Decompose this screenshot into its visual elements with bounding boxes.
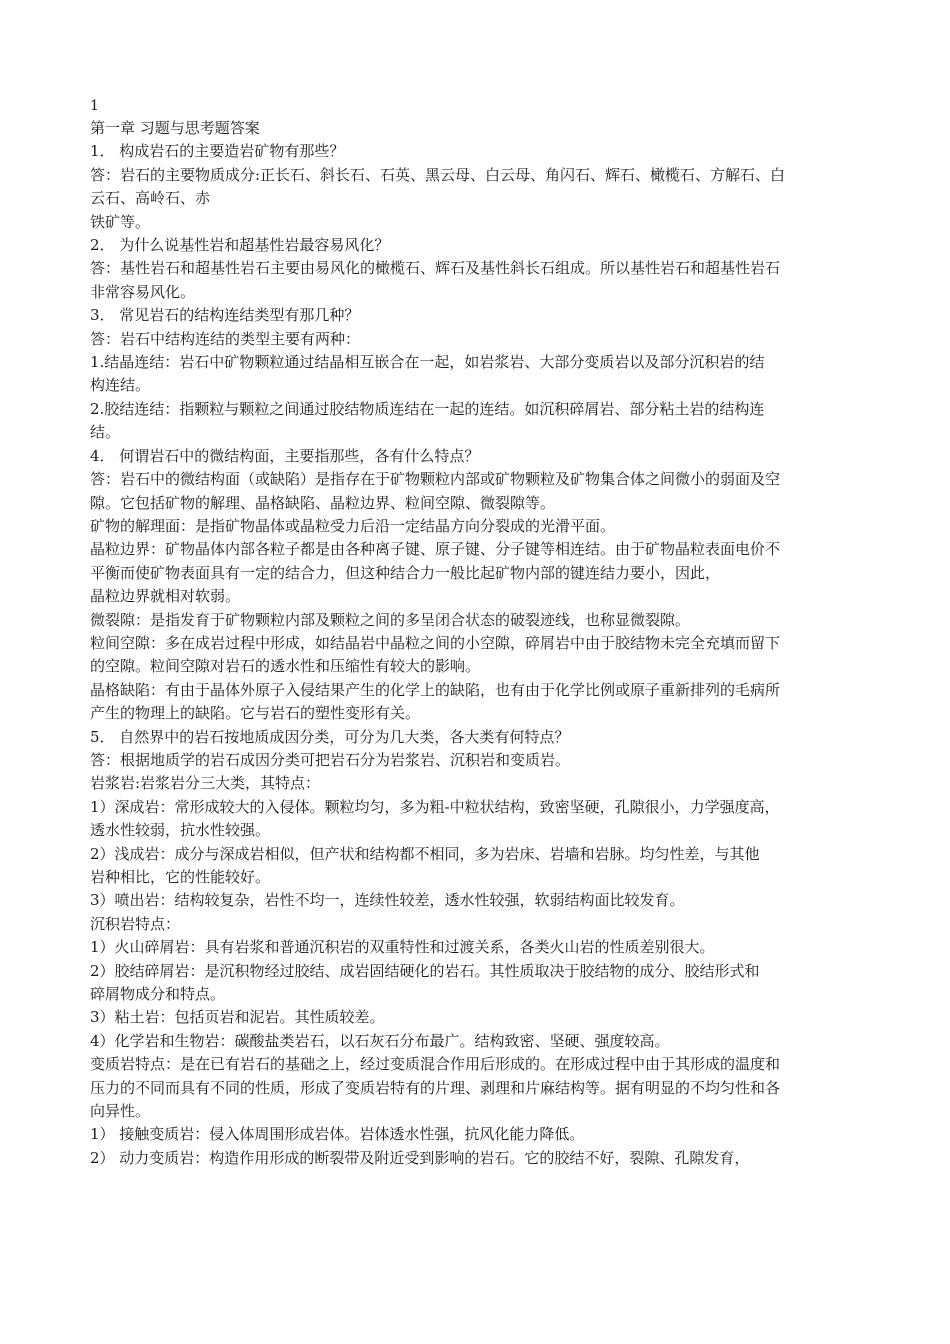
page-number: 1 — [90, 98, 99, 114]
text-line: 1）火山碎屑岩：具有岩浆和普通沉积岩的双重特性和过渡关系，各类火山岩的性质差别很大。 — [90, 938, 715, 957]
text-line: 第一章 习题与思考题答案 — [90, 119, 260, 137]
text-line: 2.胶结连结：指颗粒与颗粒之间通过胶结物质连结在一起的连结。如沉积碎屑岩、部分粘土岩的结构连 — [90, 399, 765, 418]
text-line: 晶粒边界：矿物晶体内部各粒子都是由各种离子键、原子键、分子键等相连结。由于矿物晶粒表面电价不 — [90, 540, 781, 559]
text-line: 答：根据地质学的岩石成因分类可把岩石分为岩浆岩、沉积岩和变质岩。 — [90, 750, 571, 769]
text-line: 变质岩特点：是在已有岩石的基础之上，经过变质混合作用后形成的。在形成过程中由于其形成的温度和 — [90, 1055, 781, 1074]
text-line: 岩浆岩:岩浆岩分三大类，其特点： — [90, 774, 321, 793]
text-line: 的空隙。粒间空隙对岩石的透水性和压缩性有较大的影响。 — [90, 657, 481, 676]
text-line: 2） 动力变质岩：构造作用形成的断裂带及附近受到影响的岩石。它的胶结不好，裂隙、孔隙发育， — [90, 1148, 750, 1167]
text-line: 答：岩石的主要物质成分:正长石、斜长石、石英、黑云母、白云母、角闪石、辉石、橄榄石、方解石、白 — [90, 165, 786, 184]
text-line: 晶粒边界就相对软弱。 — [90, 587, 241, 606]
text-line: 4）化学岩和生物岩：碳酸盐类岩石，以石灰石分布最广。结构致密、坚硬、强度较高。 — [90, 1031, 670, 1050]
text-line: 答：基性岩石和超基性岩石主要由易风化的橄榄石、辉石及基性斜长石组成。所以基性岩石和超基性岩石 — [90, 259, 781, 278]
text-line: 3． 常见岩石的结构连结类型有那几种？ — [90, 306, 360, 325]
text-line: 答：岩石中结构连结的类型主要有两种： — [90, 329, 361, 348]
text-line: 沉积岩特点： — [90, 914, 181, 933]
text-line: 2）胶结碎屑岩：是沉积物经过胶结、成岩固结硬化的岩石。其性质取决于胶结物的成分、胶结形式和 — [90, 961, 760, 980]
text-line: 岩种相比，它的性能较好。 — [90, 868, 271, 886]
text-line: 1） 接触变质岩：侵入体周围形成岩体。岩体透水性强，抗风化能力降低。 — [90, 1125, 585, 1144]
text-line: 矿物的解理面：是指矿物晶体或晶粒受力后沿一定结晶方向分裂成的光滑平面。 — [90, 516, 616, 535]
text-line: 产生的物理上的缺陷。它与岩石的塑性变形有关。 — [90, 704, 421, 723]
text-line: 平衡而使矿物表面具有一定的结合力，但这种结合力一般比起矿物内部的键连结力要小，因此， — [90, 563, 721, 582]
text-line: 非常容易风化。 — [90, 282, 196, 301]
text-line: 粒间空隙：多在成岩过程中形成，如结晶岩中晶粒之间的小空隙，碎屑岩中由于胶结物未完全充填而留下 — [90, 633, 781, 652]
text-line: 微裂隙：是指发育于矿物颗粒内部及颗粒之间的多呈闭合状态的破裂迹线，也称显微裂隙。 — [90, 610, 691, 629]
text-line: 晶格缺陷：有由于晶体外原子入侵结果产生的化学上的缺陷，也有由于化学比例或原子重新排列的毛病所 — [90, 680, 781, 699]
text-line: 向异性。 — [90, 1102, 151, 1121]
text-line: 铁矿等。 — [90, 212, 151, 231]
text-line: 5． 自然界中的岩石按地质成因分类，可分为几大类，各大类有何特点？ — [90, 727, 570, 746]
text-line: 3）粘土岩：包括页岩和泥岩。其性质较差。 — [90, 1008, 385, 1027]
document-body — [90, 95, 865, 1170]
text-line: 2）浅成岩：成分与深成岩相似，但产状和结构都不相同，多为岩床、岩墙和岩脉。均匀性差，与其他 — [90, 844, 760, 863]
text-line: 云石、高岭石、赤 — [90, 189, 211, 208]
text-line: 4． 何谓岩石中的微结构面，主要指那些，各有什么特点？ — [90, 446, 480, 465]
text-line: 1． 构成岩石的主要造岩矿物有那些？ — [90, 142, 345, 161]
text-line: 隙。它包括矿物的解理、晶格缺陷、晶粒边界、粒间空隙、微裂隙等。 — [90, 493, 556, 512]
text-line: 答：岩石中的微结构面（或缺陷）是指存在于矿物颗粒内部或矿物颗粒及矿物集合体之间微小的弱面及空 — [90, 470, 781, 489]
text-line: 结。 — [90, 423, 121, 442]
text-line: 构连结。 — [90, 376, 151, 395]
text-line: 1）深成岩：常形成较大的入侵体。颗粒均匀，多为粗-中粒状结构，致密坚硬，孔隙很小，力学强度高， — [90, 797, 780, 816]
text-line: 压力的不同而具有不同的性质，形成了变质岩特有的片理、剥理和片麻结构等。据有明显的不均匀性和各 — [90, 1078, 781, 1097]
text-line: 透水性较弱，抗水性较强。 — [90, 821, 271, 840]
text-line: 1.结晶连结：岩石中矿物颗粒通过结晶相互嵌合在一起，如岩浆岩、大部分变质岩以及部分沉积岩的结 — [90, 353, 765, 372]
text-line: 2． 为什么说基性岩和超基性岩最容易风化？ — [90, 236, 390, 255]
text-line: 碎屑物成分和特点。 — [90, 985, 226, 1004]
text-line: 3）喷出岩：结构较复杂，岩性不均一，连续性较差，透水性较强，软弱结构面比较发育。 — [90, 891, 685, 910]
